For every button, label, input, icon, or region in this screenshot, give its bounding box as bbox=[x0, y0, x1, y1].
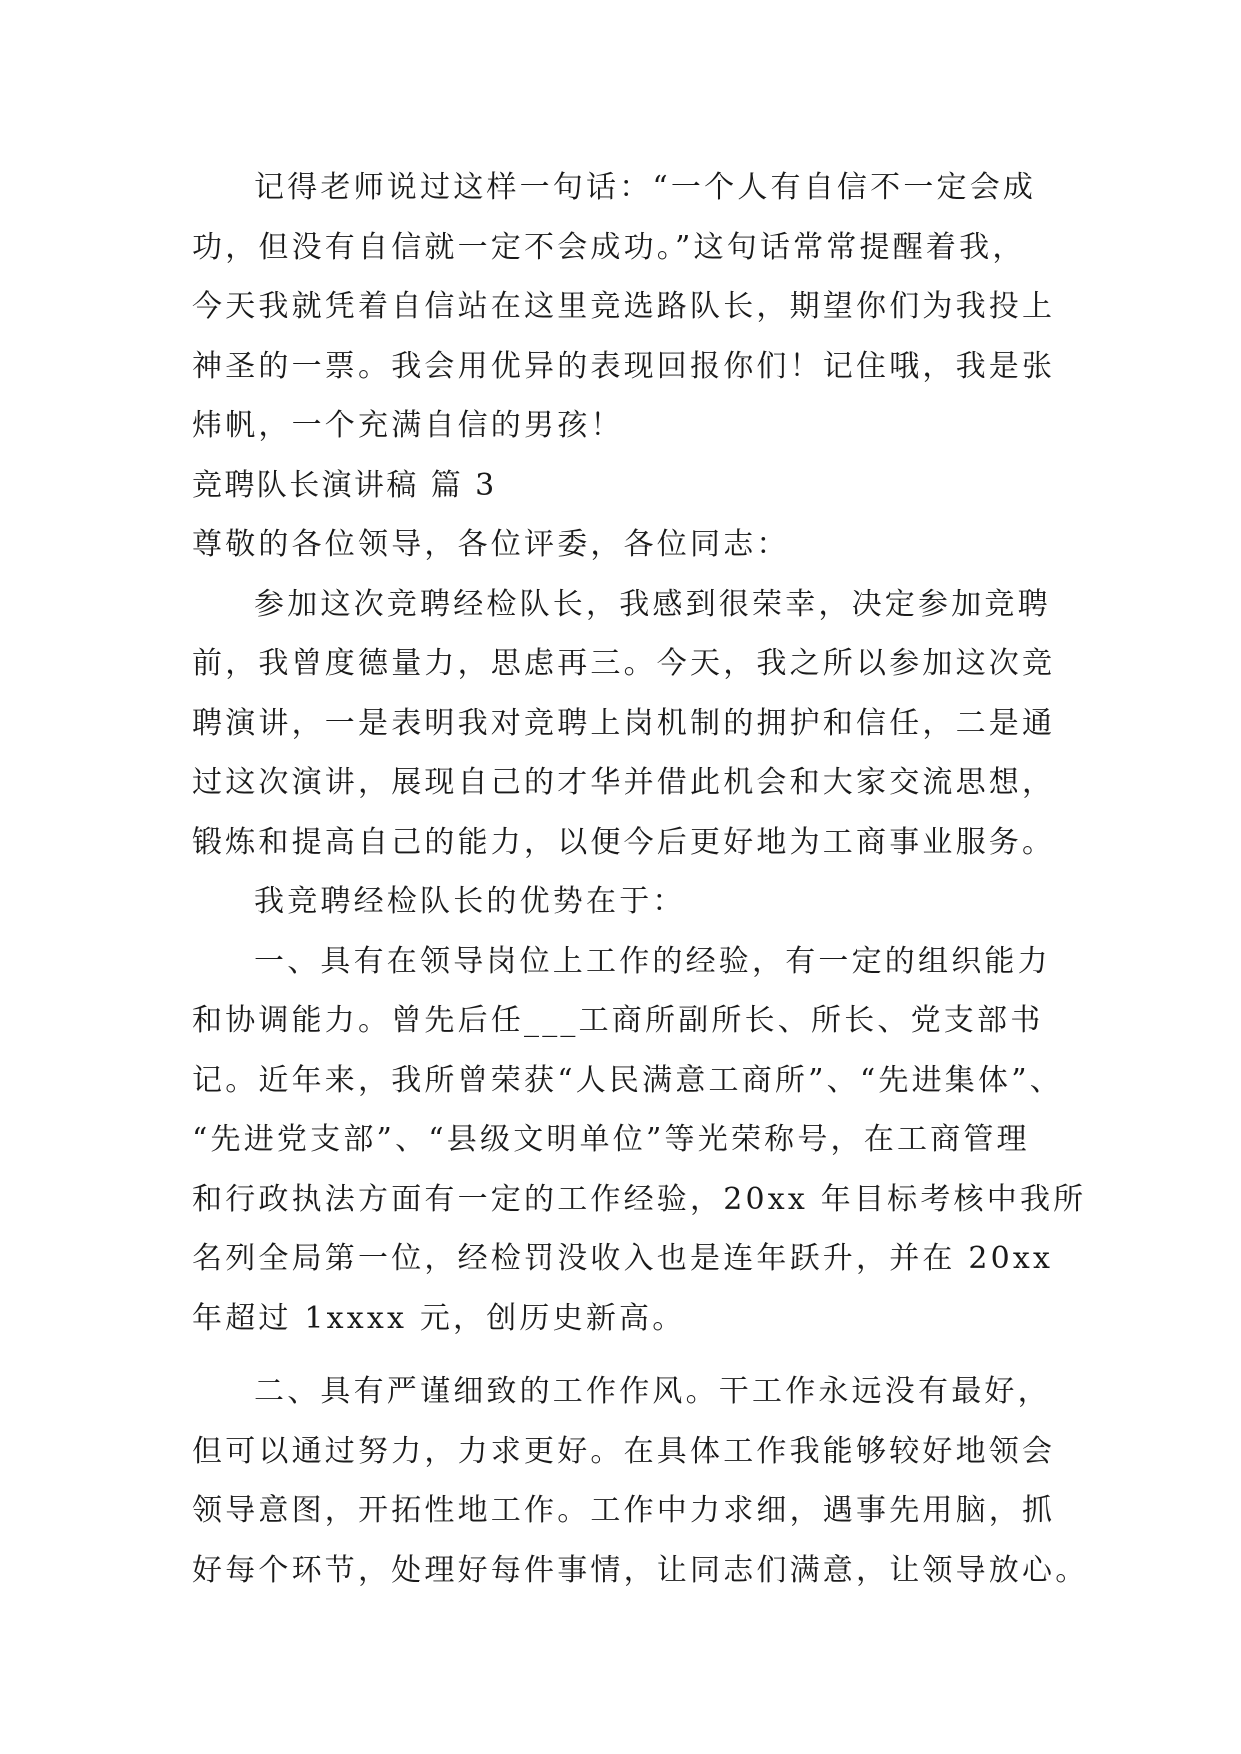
paragraph-line: 前，我曾度德量力，思虑再三。今天，我之所以参加这次竞 bbox=[192, 646, 1056, 681]
paragraph-line: 过这次演讲，展现自己的才华并借此机会和大家交流思想， bbox=[192, 765, 1056, 800]
paragraph-line: 二、具有严谨细致的工作作风。干工作永远没有最好， bbox=[254, 1374, 1051, 1409]
document-body bbox=[192, 158, 1092, 1600]
paragraph-line: 一、具有在领导岗位上工作的经验，有一定的组织能力 bbox=[254, 943, 1051, 979]
paragraph-line: 和协调能力。曾先后任___工商所副所长、所长、党支部书 bbox=[192, 1003, 1044, 1038]
paragraph-line: 记得老师说过这样一句话：“一个人有自信不一定会成 bbox=[254, 170, 1037, 205]
paragraph-line: 和行政执法方面有一定的工作经验，20xx 年目标考核中我所 bbox=[192, 1181, 1087, 1217]
section-heading: 竞聘队长演讲稿 篇 3 bbox=[192, 467, 497, 503]
paragraph-line: “先进党支部”、“县级文明单位”等光荣称号，在工商管理 bbox=[192, 1122, 1030, 1157]
paragraph-line: 参加这次竞聘经检队长，我感到很荣幸，决定参加竞聘 bbox=[254, 586, 1051, 622]
paragraph-line: 功，但没有自信就一定不会成功。”这句话常常提醒着我， bbox=[192, 229, 1026, 265]
paragraph-line: 但可以通过努力，力求更好。在具体工作我能够较好地领会 bbox=[192, 1433, 1056, 1469]
paragraph-line: 年超过 1xxxx 元，创历史新高。 bbox=[192, 1300, 686, 1336]
paragraph-line: 名列全局第一位，经检罚没收入也是连年跃升，并在 20xx bbox=[192, 1241, 1054, 1276]
paragraph-line: 神圣的一票。我会用优异的表现回报你们！记住哦，我是张 bbox=[192, 348, 1056, 384]
paragraph-line: 领导意图，开拓性地工作。工作中力求细，遇事先用脑，抓 bbox=[192, 1493, 1056, 1528]
paragraph-line: 我竞聘经检队长的优势在于： bbox=[254, 884, 686, 919]
paragraph-line: 好每个环节，处理好每件事情，让同志们满意，让领导放心。 bbox=[192, 1552, 1089, 1588]
paragraph-line: 今天我就凭着自信站在这里竞选路队长，期望你们为我投上 bbox=[192, 289, 1056, 324]
paragraph-gap bbox=[192, 1348, 1092, 1362]
salutation: 尊敬的各位领导，各位评委，各位同志： bbox=[192, 527, 790, 562]
paragraph-line: 炜帆，一个充满自信的男孩！ bbox=[192, 408, 624, 443]
paragraph-line: 聘演讲，一是表明我对竞聘上岗机制的拥护和信任，二是通 bbox=[192, 705, 1056, 741]
paragraph-line: 锻炼和提高自己的能力，以便今后更好地为工商事业服务。 bbox=[192, 824, 1056, 860]
paragraph-line: 记。近年来，我所曾荣获“人民满意工商所”、“先进集体”、 bbox=[192, 1062, 1063, 1098]
